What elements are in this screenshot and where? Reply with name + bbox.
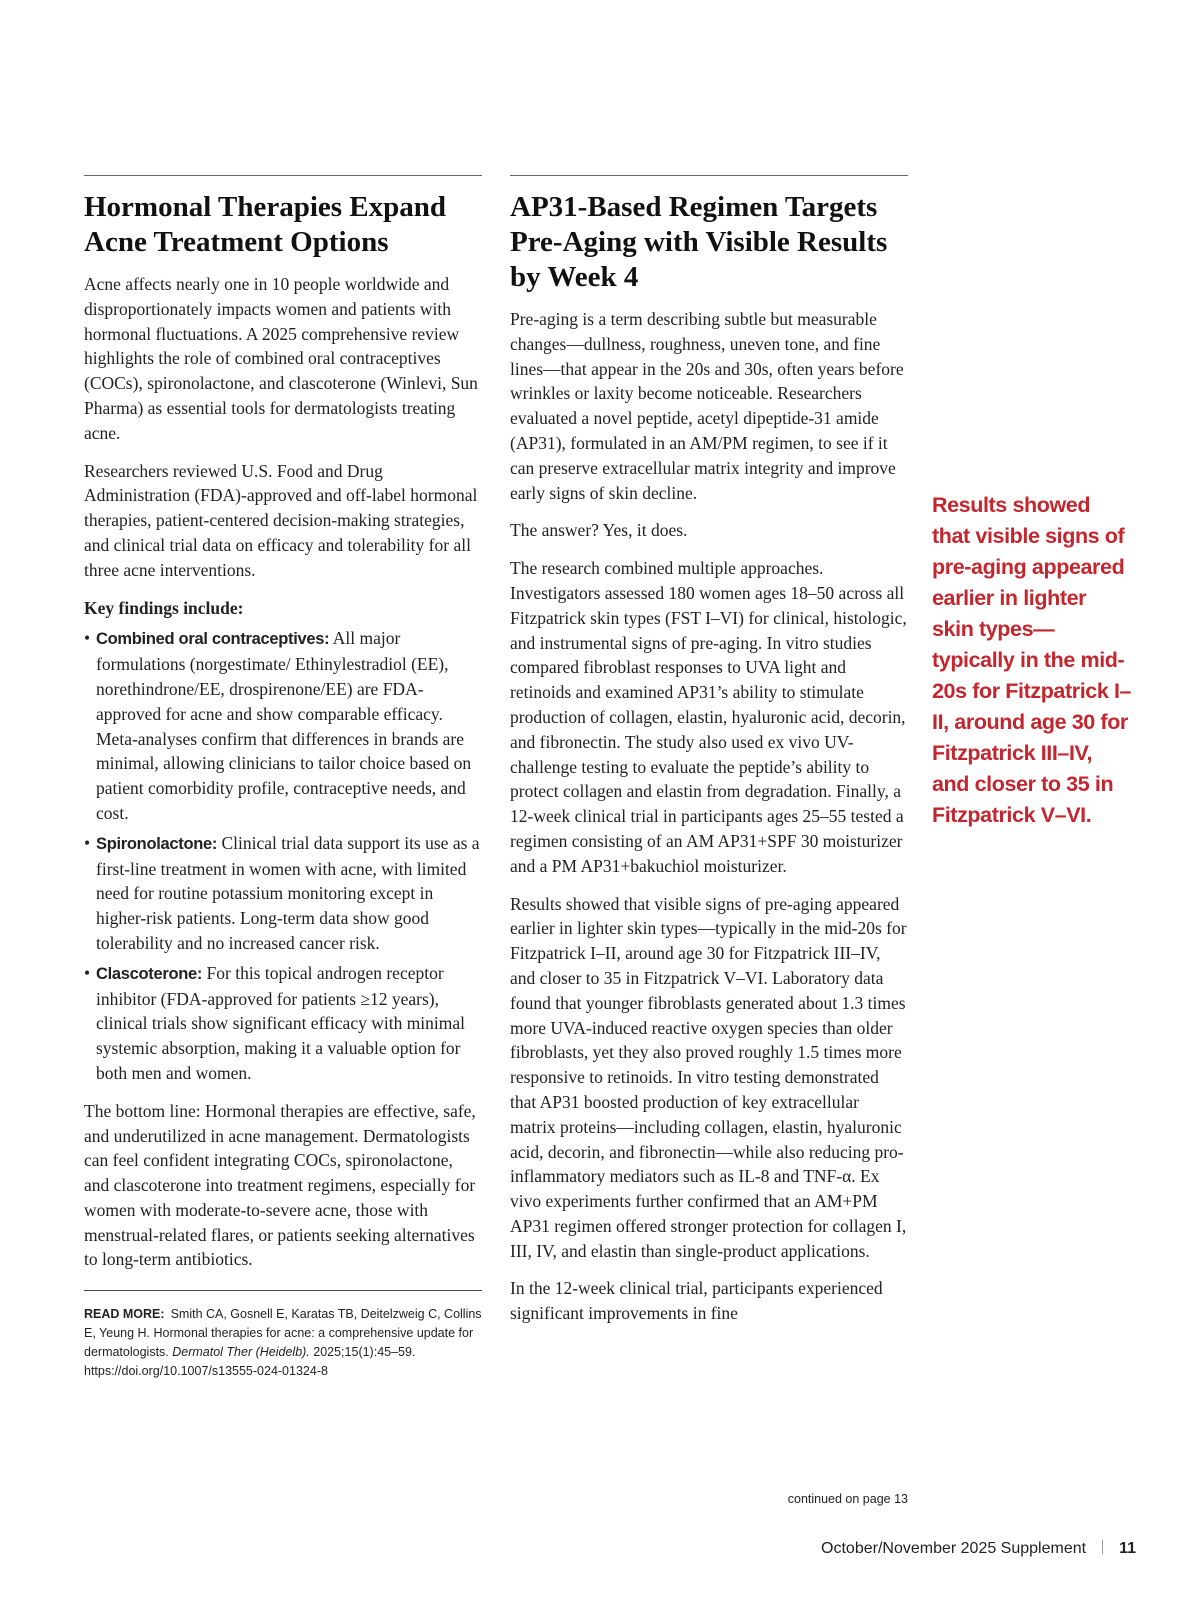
read-more-journal: Dermatol Ther (Heidelb). xyxy=(172,1345,310,1360)
bullet-lead: Clascoterone: xyxy=(96,964,203,983)
continued-note: continued on page 13 xyxy=(787,1492,908,1506)
bullet-dot: • xyxy=(84,962,91,983)
right-article-para1: Pre-aging is a term describing subtle but measurable changes—dullness, roughness, uneven tone, and fine lines—that appear in the 20s and 30s, often years before wrinkles or laxity become noticeable. Researchers evaluated a novel peptide, acetyl dipeptide-31 amide (AP31), formulated in an AM/PM regimen, to see if it can preserve extracellular matrix integrity and improve early signs of skin decline. xyxy=(510,309,904,503)
bullet-spironolactone xyxy=(84,831,482,956)
right-article-title: AP31-Based Regimen Targets Pre-Aging with Visible Results by Week 4 xyxy=(510,191,888,293)
footer-divider xyxy=(1102,1540,1103,1554)
right-article xyxy=(510,175,908,1339)
key-findings-list xyxy=(84,626,482,1085)
left-article-bottom-line: The bottom line: Hormonal therapies are effective, safe, and underutilized in acne management. Dermatologists can feel confident integrating COCs, spironolactone, and clascoterone into treatment regimens, especially for women with moderate-to-severe acne, those with menstrual-related flares, or patients seeking alternatives to long-term antibiotics. xyxy=(84,1100,476,1270)
read-more-rule xyxy=(84,1290,482,1291)
key-findings-heading: Key findings include: xyxy=(84,597,244,618)
bullet-lead: Spironolactone: xyxy=(96,834,218,853)
read-more-authors: Smith CA, Gosnell E, Karatas TB, Deitelzweig C, Collins E, Yeung H. Hormonal therapies for acne: a comprehensive update for dermatologists. xyxy=(84,1307,482,1360)
left-article xyxy=(84,175,482,1381)
right-article-para3: The research combined multiple approaches. Investigators assessed 180 women ages 18–50 across all Fitzpatrick skin types (FST I–VI) for clinical, histologic, and instrumental signs of pre-aging. In vitro studies compared fibroblast responses to UVA light and retinoids and examined AP31’s ability to stimulate production of collagen, elastin, hyaluronic acid, decorin, and fibronectin. The study also used ex vivo UV-challenge testing to evaluate the peptide’s ability to protect collagen and elastin from degradation. Finally, a 12-week clinical trial in participants ages 25–55 tested a regimen consisting of an AM AP31+SPF 30 moisturizer and a PM AP31+bakuchiol moisturizer. xyxy=(510,558,907,876)
issue-label: October/November 2025 Supplement xyxy=(821,1540,1087,1557)
bullet-dot: • xyxy=(84,832,91,853)
bullet-clascoterone xyxy=(84,961,482,1086)
right-article-para5: In the 12-week clinical trial, participants experienced significant improvements in fine xyxy=(510,1278,883,1324)
left-article-title: Hormonal Therapies Expand Acne Treatment Options xyxy=(84,191,447,258)
read-more-citation xyxy=(84,1305,482,1381)
left-article-para2: Researchers reviewed U.S. Food and Drug Administration (FDA)-approved and off-label hormonal therapies, patient-centered decision-making strategies, and clinical trial data on efficacy and tolerability for all three acne interventions. xyxy=(84,460,478,580)
page-number: 11 xyxy=(1119,1540,1136,1557)
read-more-label: READ MORE: xyxy=(84,1307,165,1322)
left-article-intro: Acne affects nearly one in 10 people worldwide and disproportionately impacts women and patients with hormonal fluctuations. A 2025 comprehensive review highlights the role of combined oral contraceptives (COCs), spironolactone, and clascoterone (Winlevi, Sun Pharma) as essential tools for dermatologists treating acne. xyxy=(84,274,478,443)
read-more-doi: 2025;15(1):45–59. https://doi.org/10.1007/s13555-024-01324-8 xyxy=(84,1345,416,1379)
pull-quote: Results showed that visible signs of pre-aging appeared earlier in lighter skin types—typically in the mid-20s for Fitzpatrick I–II, around age 30 for Fitzpatrick III–IV, and closer to 35 in Fitzpatrick V–VI. xyxy=(932,493,1132,827)
bullet-text: All major formulations (norgestimate/ Ethinylestradiol (EE), norethindrone/EE, drospirenone/EE) are FDA-approved for acne and show comparable efficacy. Meta-analyses confirm that differences in brands are minimal, allowing clinicians to tailor choice based on patient comorbidity profile, contraceptive needs, and cost. xyxy=(96,628,472,823)
bullet-lead: Combined oral contraceptives: xyxy=(96,630,330,649)
top-rule-left xyxy=(84,175,482,176)
bullet-combined-oral-contraceptives xyxy=(84,626,482,825)
top-rule-right xyxy=(510,175,908,176)
right-article-para4: Results showed that visible signs of pre-aging appeared earlier in lighter skin types—typically in the mid-20s for Fitzpatrick I–II, around age 30 for Fitzpatrick III–IV, and closer to 35 in Fitzpatrick V–VI. Laboratory data found that younger fibroblasts generated about 1.3 times more UVA-induced reactive oxygen species than older fibroblasts, yet they also proved roughly 1.5 times more responsive to retinoids. In vitro testing demonstrated that AP31 boosted production of key extracellular matrix proteins—including collagen, elastin, hyaluronic acid, decorin, and fibronectin—while also reducing pro-inflammatory mediators such as IL-8 and TNF-α. Ex vivo experiments further confirmed that an AM+PM AP31 regimen offered stronger protection for collagen I, III, IV, and elastin than single-product applications. xyxy=(510,893,907,1261)
bullet-text: For this topical androgen receptor inhibitor (FDA-approved for patients ≥12 years), clinical trials show significant efficacy with minimal systemic absorption, making it a valuable option for both men and women. xyxy=(96,962,466,1083)
right-article-para2: The answer? Yes, it does. xyxy=(510,520,688,541)
page-footer xyxy=(821,1540,1136,1558)
bullet-text: Clinical trial data support its use as a first-line treatment in women with acne, with limited need for routine potassium monitoring except in higher-risk patients. Long-term data show good tolerability and no increased cancer risk. xyxy=(96,832,480,953)
bullet-dot: • xyxy=(84,628,91,649)
